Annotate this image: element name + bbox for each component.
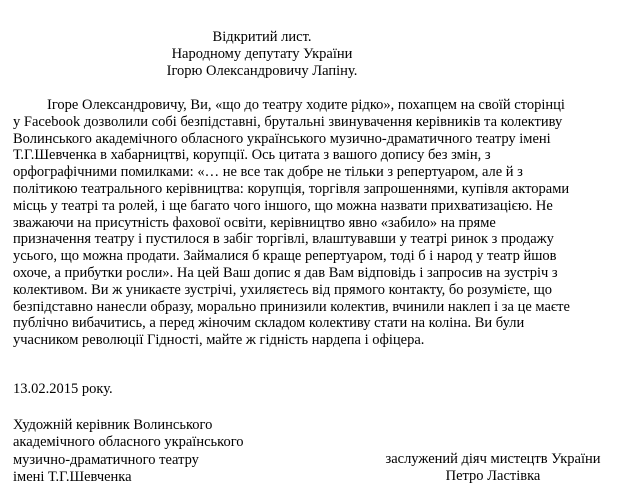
text-line: Ігоре Олександровичу, Ви, «що до театру ходите рідко», похапцем на своїй сторінці <box>47 97 565 113</box>
text-line: колективом. Ви ж уникаєте зустрічі, ухиляєтесь від прямого контакту, бо розумієте, що <box>13 281 553 298</box>
text-line: академічного обласного українського <box>13 434 244 451</box>
text-line: імені Т.Г.Шевченка <box>13 468 132 485</box>
text-line: місць у театрі та ролей, і ще багато чого іншого, що можна назвати прихватизацією. Не <box>13 197 553 214</box>
text-line: у Facebook дозволили собі безпідставні, брутальні звинувачення керівників та колективу <box>13 113 563 130</box>
text-line: політикою театрального керівництва: корупція, торгівля запрошеннями, купівля акторами <box>13 180 570 197</box>
text-line: музично-драматичного театру <box>13 451 199 468</box>
text-line: Петро Ластівка <box>445 468 541 485</box>
letter-body-paragraph <box>13 97 633 349</box>
text-line: усього, що можна продати. Займалися б краще репертуаром, тоді б і народ у театр йшов <box>13 248 557 265</box>
letter-heading <box>13 29 511 79</box>
text-line: Волинського академічного обласного українського музично-драматичного театру імені <box>13 130 551 147</box>
text-line: Народному депутату України <box>171 45 353 62</box>
text-line: Т.Г.Шевченка в хабарництві, корупції. Ось цитата з вашого допису без змін, з <box>13 147 491 164</box>
text-line: охоче, а прибутки росли». На цей Ваш допис я дав Вам відповідь і запросив на зустріч з <box>13 264 558 281</box>
text-line: учасником революції Гідності, майте ж гідність нардепа і офіцера. <box>13 332 425 349</box>
letter-date: 13.02.2015 року. <box>13 381 113 397</box>
signature-name-block <box>368 451 618 486</box>
text-line: Художній керівник Волинського <box>13 417 213 433</box>
text-line: Ігорю Олександровичу Лапіну. <box>166 62 358 79</box>
signature-position-block <box>13 417 244 486</box>
text-line: орфографічними помилками: «… не все так добре не тільки з репертуаром, але й з <box>13 164 523 181</box>
text-line: публічно вибачитись, а перед жіночим складом колективу стати на коліна. Ви були <box>13 315 525 332</box>
text-line: призначення театру і пустилося в забіг торгівлі, влаштувавши у театрі ринок з продажу <box>13 231 554 248</box>
text-line: заслужений діяч мистецтв України <box>385 451 601 467</box>
text-line: безпідставно нанесли образу, морально принизили колектив, вчинили наклеп і за це маєте <box>13 298 570 315</box>
text-line: зважаючи на присутність фахової освіти, керівництво явно «забило» на пряме <box>13 214 496 231</box>
text-line: Відкритий лист. <box>212 29 312 45</box>
